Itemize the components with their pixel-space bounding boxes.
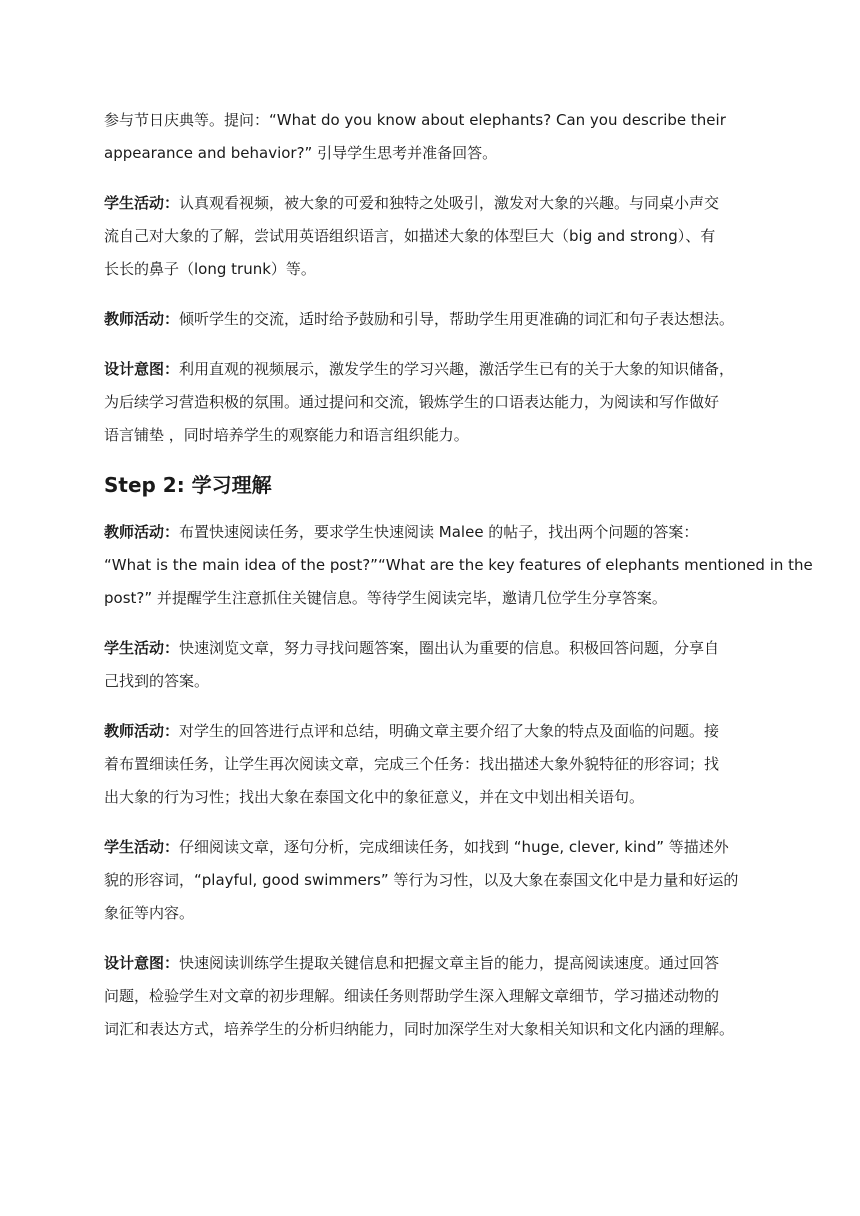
paragraph-text: 快速浏览文章，努力寻找问题答案，圈出认为重要的信息。积极回答问题，分享自 — [179, 639, 720, 657]
paragraph-line — [104, 665, 768, 698]
document-body — [104, 104, 813, 1046]
paragraph-text: 倾听学生的交流，适时给予鼓励和引导，帮助学生用更准确的词汇和句子表达想法。 — [179, 310, 735, 328]
paragraph-line — [104, 220, 768, 253]
paragraph-text: 参与节日庆典等。提问：“What do you know about elephants? Can you describe their — [104, 111, 726, 129]
paragraph-line — [104, 831, 768, 864]
paragraph-text: 快速阅读训练学生提取关键信息和把握文章主旨的能力，提高阅读速度。通过回答 — [179, 954, 720, 972]
paragraph-label: 教师活动： — [104, 722, 180, 740]
paragraph-line — [104, 632, 768, 665]
paragraph-line — [104, 980, 768, 1013]
paragraph — [104, 632, 768, 698]
paragraph-line — [104, 419, 768, 452]
paragraph — [104, 831, 768, 930]
paragraph-text: 长长的鼻子（long trunk）等。 — [104, 260, 316, 278]
paragraph-line — [104, 137, 768, 170]
paragraph-text: 仔细阅读文章，逐句分析，完成细读任务，如找到 “huge, clever, kind” 等描述外 — [179, 838, 729, 856]
paragraph-text: 着布置细读任务，让学生再次阅读文章，完成三个任务：找出描述大象外貌特征的形容词；找 — [104, 755, 720, 773]
paragraph-text: 出大象的行为习性；找出大象在泰国文化中的象征意义，并在文中划出相关语句。 — [104, 788, 645, 806]
paragraph-line — [104, 386, 768, 419]
paragraph — [104, 104, 768, 170]
paragraph-text: 利用直观的视频展示，激发学生的学习兴趣，激活学生已有的关于大象的知识储备， — [179, 360, 735, 378]
paragraph-line — [104, 715, 768, 748]
paragraph-line — [104, 187, 768, 220]
paragraph-line — [104, 897, 768, 930]
section-heading: Step 2: 学习理解 — [104, 473, 272, 497]
paragraph-text: 己找到的答案。 — [104, 672, 210, 690]
paragraph-line — [104, 303, 768, 336]
paragraph-text: 象征等内容。 — [104, 904, 195, 922]
paragraph — [104, 303, 768, 336]
paragraph — [104, 353, 768, 452]
paragraph-line — [104, 516, 768, 549]
paragraph-line — [104, 748, 768, 781]
paragraph-label: 设计意图： — [104, 360, 180, 378]
paragraph-line — [104, 864, 768, 897]
paragraph — [104, 715, 768, 814]
paragraph-text: 问题，检验学生对文章的初步理解。细读任务则帮助学生深入理解文章细节，学习描述动物的 — [104, 987, 720, 1005]
paragraph-label: 学生活动： — [104, 194, 180, 212]
paragraph-text: post?” 并提醒学生注意抓住关键信息。等待学生阅读完毕，邀请几位学生分享答案。 — [104, 589, 667, 607]
paragraph-line — [104, 781, 768, 814]
paragraph — [104, 187, 768, 286]
paragraph-line — [104, 253, 768, 286]
paragraph-line — [104, 353, 768, 386]
paragraph-text: 布置快速阅读任务，要求学生快速阅读 Malee 的帖子，找出两个问题的答案： — [179, 523, 699, 541]
paragraph-text: 流自己对大象的了解，尝试用英语组织语言，如描述大象的体型巨大（big and strong）、有 — [104, 227, 716, 245]
paragraph-text: 对学生的回答进行点评和总结，明确文章主要介绍了大象的特点及面临的问题。接 — [179, 722, 720, 740]
paragraph-text: 貌的形容词，“playful, good swimmers” 等行为习性，以及大象在泰国文化中是力量和好运的 — [104, 871, 739, 889]
paragraph-label: 设计意图： — [104, 954, 180, 972]
paragraph-label: 学生活动： — [104, 838, 180, 856]
paragraph-text: “What is the main idea of the post?”“What are the key features of elephants mentioned in the — [104, 556, 813, 574]
paragraph-line — [104, 947, 768, 980]
paragraph — [104, 947, 768, 1046]
paragraph-text: 为后续学习营造积极的氛围。通过提问和交流，锻炼学生的口语表达能力，为阅读和写作做好 — [104, 393, 720, 411]
paragraph-line — [104, 549, 813, 582]
paragraph-line — [104, 1013, 768, 1046]
paragraph-line — [104, 582, 768, 615]
paragraph-label: 教师活动： — [104, 310, 180, 328]
paragraph-text: appearance and behavior?” 引导学生思考并准备回答。 — [104, 144, 498, 162]
paragraph-text: 认真观看视频，被大象的可爱和独特之处吸引，激发对大象的兴趣。与同桌小声交 — [179, 194, 720, 212]
paragraph-label: 教师活动： — [104, 523, 180, 541]
paragraph-text: 语言铺垫 ，同时培养学生的观察能力和语言组织能力。 — [104, 426, 469, 444]
paragraph-label: 学生活动： — [104, 639, 180, 657]
paragraph-text: 词汇和表达方式，培养学生的分析归纳能力，同时加深学生对大象相关知识和文化内涵的理解。 — [104, 1020, 735, 1038]
paragraph-line — [104, 104, 768, 137]
paragraph — [104, 516, 813, 615]
